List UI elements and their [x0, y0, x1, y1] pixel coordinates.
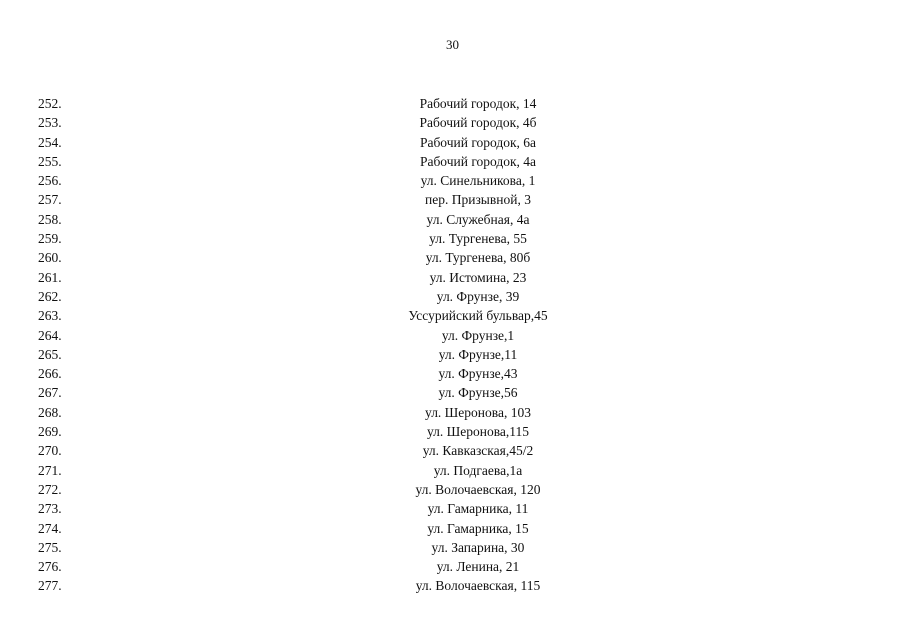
item-number: 272. — [38, 481, 62, 497]
item-number: 266. — [38, 366, 62, 382]
list-item — [0, 306, 905, 325]
list-item — [0, 210, 905, 229]
item-number: 256. — [38, 173, 62, 189]
list-item — [0, 326, 905, 345]
list-item — [0, 422, 905, 441]
list-item — [0, 576, 905, 595]
item-number: 258. — [38, 211, 62, 227]
item-number: 265. — [38, 346, 62, 362]
list-item — [0, 364, 905, 383]
item-number: 255. — [38, 153, 62, 169]
list-item — [0, 287, 905, 306]
item-number: 253. — [38, 115, 62, 131]
item-number: 271. — [38, 462, 62, 478]
item-number: 259. — [38, 231, 62, 247]
item-address: Рабочий городок, 4а — [419, 153, 537, 169]
item-address: Рабочий городок, 4б — [419, 115, 537, 131]
item-number: 270. — [38, 443, 62, 459]
item-number: 277. — [38, 578, 62, 594]
list-item — [0, 94, 905, 113]
list-item — [0, 480, 905, 499]
list-item — [0, 152, 905, 171]
item-address: ул. Служебная, 4а — [426, 211, 530, 227]
page-number: 30 — [446, 37, 459, 52]
item-address: ул. Шеронова, 103 — [425, 404, 531, 420]
item-address: ул. Фрунзе,1 — [441, 327, 515, 343]
list-item — [0, 133, 905, 152]
item-number: 262. — [38, 288, 62, 304]
item-number: 257. — [38, 192, 62, 208]
item-number: 263. — [38, 308, 62, 324]
item-address: ул. Тургенева, 55 — [429, 231, 527, 247]
list-item — [0, 557, 905, 576]
item-address: ул. Истомина, 23 — [429, 269, 527, 285]
item-address: ул. Гамарника, 11 — [427, 501, 529, 517]
item-number: 260. — [38, 250, 62, 266]
item-address: ул. Гамарника, 15 — [427, 520, 529, 536]
item-address: ул. Фрунзе,43 — [438, 366, 518, 382]
list-item — [0, 519, 905, 538]
list-item — [0, 268, 905, 287]
item-address: ул. Фрунзе,56 — [438, 385, 518, 401]
item-number: 275. — [38, 539, 62, 555]
item-number: 276. — [38, 559, 62, 575]
item-number: 268. — [38, 404, 62, 420]
item-number: 267. — [38, 385, 62, 401]
item-number: 261. — [38, 269, 62, 285]
item-address: ул. Фрунзе, 39 — [436, 288, 520, 304]
item-address: ул. Кавказская,45/2 — [422, 443, 534, 459]
item-number: 252. — [38, 96, 62, 111]
item-number: 264. — [38, 327, 62, 343]
list-item — [0, 248, 905, 267]
item-address: ул. Ленина, 21 — [436, 559, 520, 575]
item-address: ул. Фрунзе,11 — [438, 346, 518, 362]
item-address: ул. Волочаевская, 115 — [415, 578, 541, 594]
item-number: 254. — [38, 134, 62, 150]
item-address: ул. Волочаевская, 120 — [415, 481, 541, 497]
item-address: ул. Синельникова, 1 — [420, 173, 536, 189]
item-number: 274. — [38, 520, 62, 536]
list-item — [0, 113, 905, 132]
list-item — [0, 345, 905, 364]
list-item — [0, 229, 905, 248]
item-address: ул. Запарина, 30 — [431, 539, 525, 555]
address-list — [0, 94, 905, 596]
list-item — [0, 461, 905, 480]
item-address: ул. Тургенева, 80б — [425, 250, 531, 266]
list-item — [0, 383, 905, 402]
item-address: Уссурийский бульвар,45 — [408, 308, 548, 324]
list-item — [0, 499, 905, 518]
list-item — [0, 190, 905, 209]
item-number: 273. — [38, 501, 62, 517]
item-address: Рабочий городок, 14 — [419, 96, 537, 111]
item-address: пер. Призывной, 3 — [425, 192, 531, 208]
list-item — [0, 171, 905, 190]
item-address: ул. Шеронова,115 — [426, 424, 530, 440]
list-item — [0, 538, 905, 557]
item-address: Рабочий городок, 6а — [419, 134, 537, 150]
item-number: 269. — [38, 424, 62, 440]
item-address: ул. Подгаева,1а — [433, 462, 523, 478]
list-item — [0, 441, 905, 460]
list-item — [0, 403, 905, 422]
